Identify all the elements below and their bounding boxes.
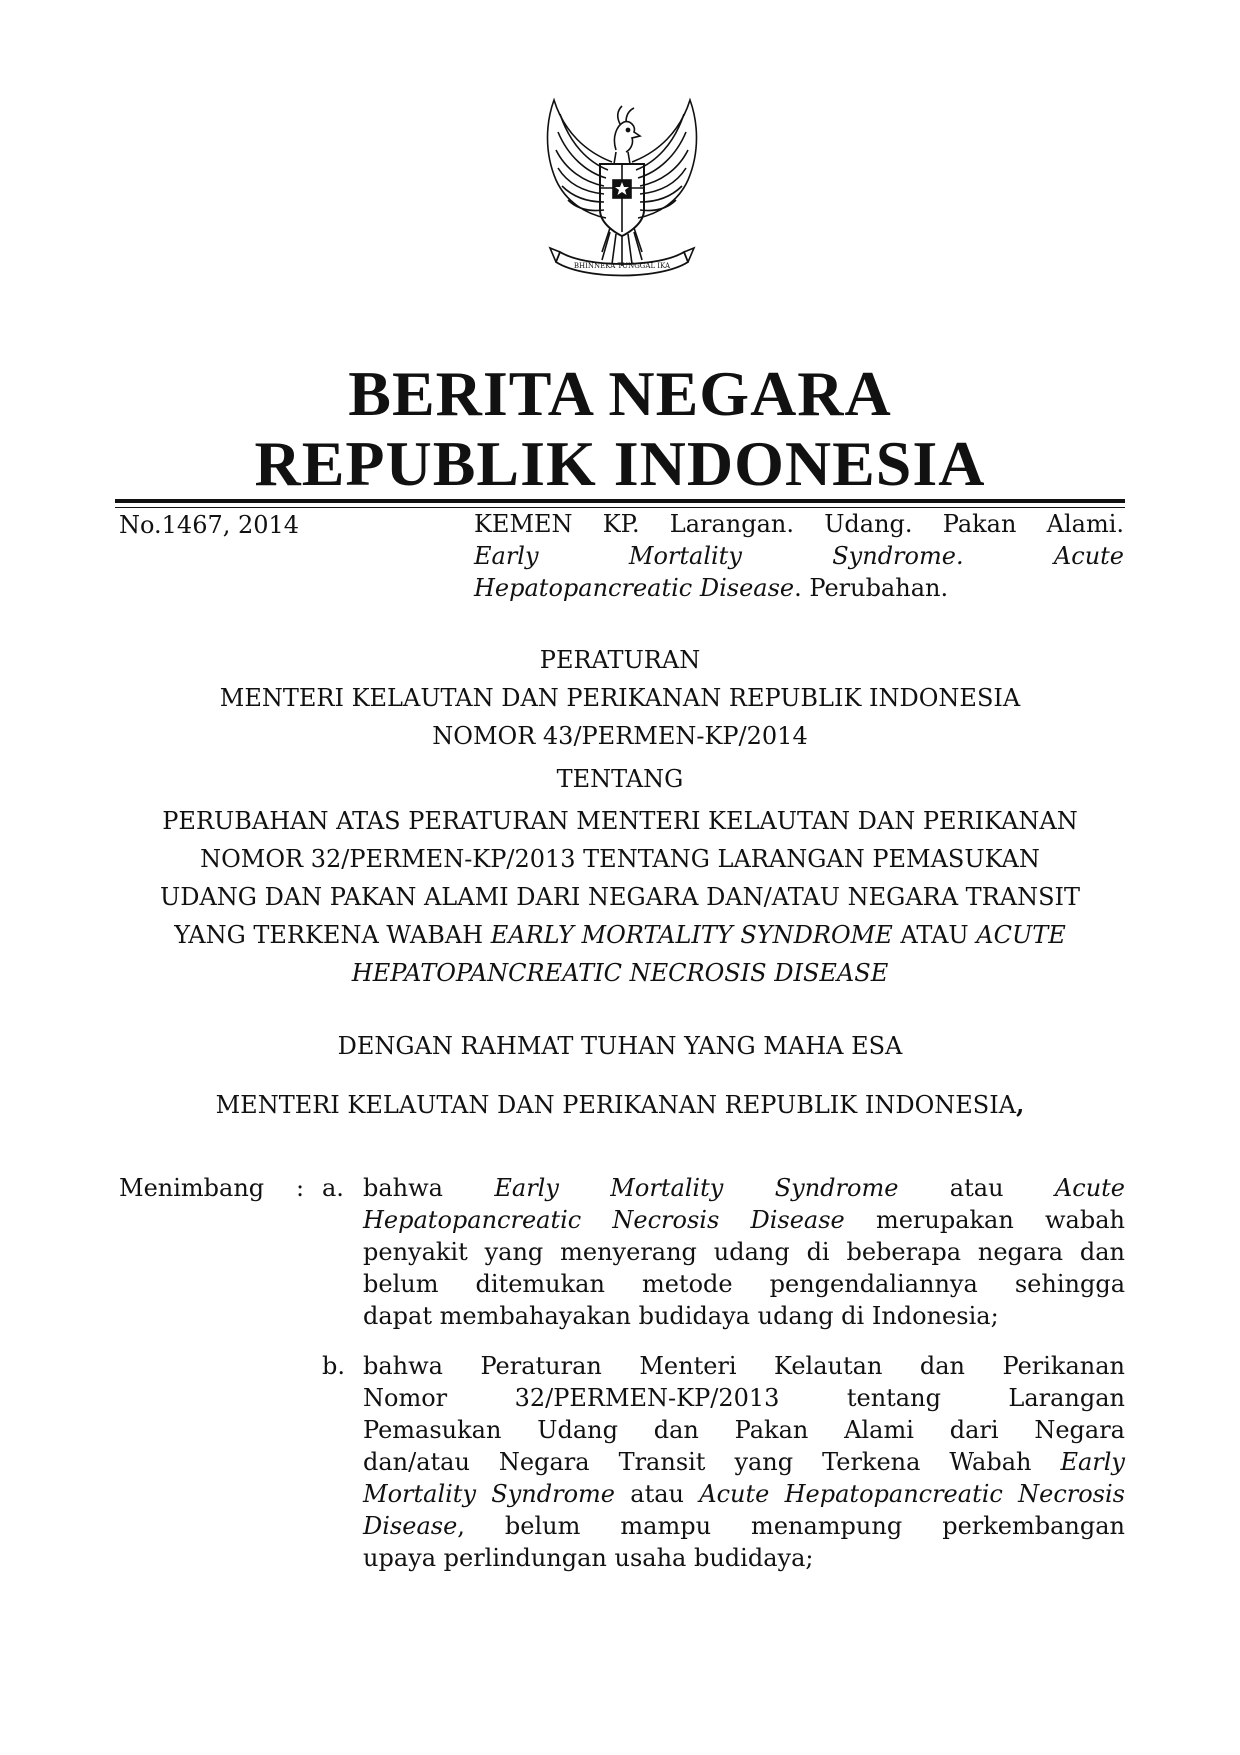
item-line: upaya perlindungan usaha budidaya;: [363, 1544, 814, 1572]
item-text-part: atau: [898, 1174, 1055, 1202]
item-line: [363, 1478, 1125, 1510]
menimbang-item-b: [363, 1350, 1125, 1574]
item-line: dapat membahayakan budidaya udang di Indonesia;: [363, 1302, 999, 1330]
masthead-rule-thick: [115, 499, 1125, 503]
item-line: belum ditemukan metode pengendaliannya sehingga: [363, 1270, 1125, 1298]
item-italic-part: Hepatopancreatic Necrosis Disease: [363, 1206, 845, 1234]
regulation-issuer: MENTERI KELAUTAN DAN PERIKANAN REPUBLIK INDONESIA: [219, 684, 1021, 712]
item-italic-part: Acute Hepatopancreatic Necrosis: [699, 1480, 1125, 1508]
masthead-title-line2: REPUBLIK INDONESIA: [254, 428, 986, 499]
item-italic-part: Early: [1060, 1448, 1125, 1476]
title-italic-text: EARLY MORTALITY SYNDROME: [490, 921, 893, 949]
item-a-marker: a.: [322, 1174, 344, 1202]
summary-line: KEMEN KP. Larangan. Udang. Pakan Alami.: [474, 510, 1124, 538]
title-text: YANG TERKENA WABAH: [174, 921, 491, 949]
summary-italic-text: Hepatopancreatic Disease: [474, 574, 795, 602]
title-line: NOMOR 32/PERMEN-KP/2013 TENTANG LARANGAN PEMASUKAN: [200, 845, 1040, 873]
gazette-summary: [474, 508, 1124, 604]
item-line: penyakit yang menyerang udang di beberapa negara dan: [363, 1238, 1125, 1266]
gazette-number: No.1467, 2014: [119, 511, 300, 539]
item-italic-part: Mortality Syndrome: [363, 1480, 615, 1508]
item-italic-part: Early Mortality Syndrome: [494, 1174, 899, 1202]
title-line: [115, 916, 1125, 954]
regulation-number: NOMOR 43/PERMEN-KP/2014: [432, 722, 808, 750]
summary-text: . Perubahan.: [794, 574, 949, 602]
invocation: DENGAN RAHMAT TUHAN YANG MAHA ESA: [337, 1032, 903, 1060]
item-text-part: merupakan wabah: [844, 1206, 1125, 1234]
menimbang-item-a: [363, 1172, 1125, 1332]
title-line: [115, 954, 1125, 992]
masthead-title-line1: BERITA NEGARA: [348, 358, 892, 429]
emblem-motto: BHINNEKA TUNGGAL IKA: [573, 262, 671, 270]
item-line: [363, 1172, 1125, 1204]
summary-line: [474, 572, 1124, 604]
title-text: ATAU: [892, 921, 977, 949]
item-line: [363, 1446, 1125, 1478]
regulation-title: [115, 802, 1125, 992]
summary-italic-text: Early Mortality Syndrome. Acute: [474, 542, 1124, 570]
regulation-tentang: TENTANG: [556, 765, 684, 793]
item-text-part: dan/atau Negara Transit yang Terkena Wabah: [363, 1448, 1061, 1476]
item-line: Pemasukan Udang dan Pakan Alami dari Negara: [363, 1416, 1125, 1444]
item-italic-part: Acute: [1054, 1174, 1125, 1202]
garuda-pancasila-emblem: [516, 92, 728, 304]
menimbang-colon: :: [296, 1174, 305, 1202]
item-line: bahwa Peraturan Menteri Kelautan dan Perikanan: [363, 1352, 1125, 1380]
menimbang-label: Menimbang: [119, 1174, 265, 1202]
item-line: [363, 1510, 1125, 1542]
summary-line-italic: [474, 540, 1124, 572]
item-line: [363, 1204, 1125, 1236]
regulation-type: PERATURAN: [539, 646, 701, 674]
title-italic-text: ACUTE: [976, 921, 1066, 949]
item-b-marker: b.: [322, 1352, 345, 1380]
issuer-repeat: [115, 1086, 1125, 1124]
item-text-part: atau: [614, 1480, 700, 1508]
item-text-part: bahwa: [363, 1174, 495, 1202]
issuer-repeat-text: MENTERI KELAUTAN DAN PERIKANAN REPUBLIK INDONESIA: [215, 1091, 1017, 1119]
issuer-repeat-comma: ,: [1016, 1090, 1025, 1119]
title-line: UDANG DAN PAKAN ALAMI DARI NEGARA DAN/ATAU NEGARA TRANSIT: [159, 883, 1081, 911]
item-line: Nomor 32/PERMEN-KP/2013 tentang Larangan: [363, 1384, 1125, 1412]
item-italic-part: Disease: [363, 1512, 458, 1540]
title-line: PERUBAHAN ATAS PERATURAN MENTERI KELAUTAN DAN PERIKANAN: [162, 807, 1078, 835]
item-text-part: , belum mampu menampung perkembangan: [457, 1512, 1125, 1540]
title-italic-text: HEPATOPANCREATIC NECROSIS DISEASE: [351, 959, 889, 987]
